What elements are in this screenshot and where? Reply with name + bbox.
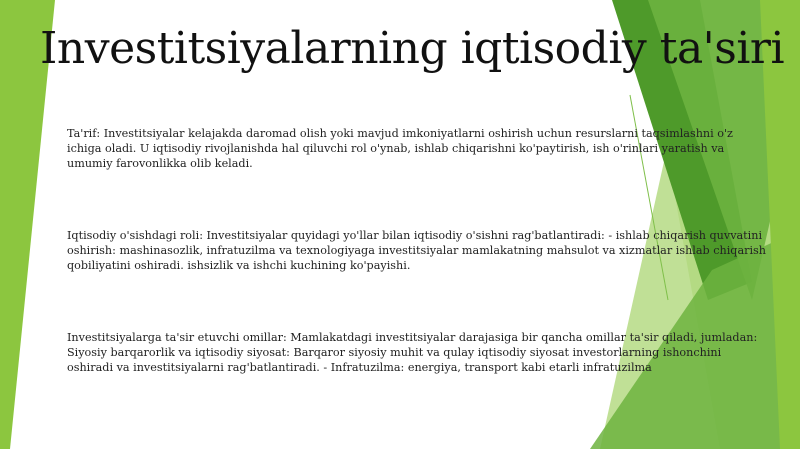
paragraph-definition: Ta'rif: Investitsiyalar kelajakda daromad olish yoki mavjud imkoniyatlarni oshirish uchun resurslarni taqsimlashni o'z ichiga oladi. U iqtisodiy rivojlanishda hal qiluvchi rol o'ynab, ishlab chiqarishni ko'paytirish, ish o'rinlari yaratish va umumiy farovonlikka olib keladi. (67, 127, 733, 170)
paragraph-economic-growth-role: Iqtisodiy o'sishdagi roli: Investitsiyalar quyidagi yo'llar bilan iqtisodiy o'sishni rag'batlantiradi: - ishlab chiqarish quvvatini oshirish: mashinasozlik, infratuzilma va texnologiyaga investitsiyalar mamlakatning mahsulot va xizmatlar ishlab chiqarish qobiliyatini oshiradi. ishsizlik va ishchi kuchining ko'payishi. (67, 229, 767, 272)
paragraph-influencing-factors: Investitsiyalarga ta'sir etuvchi omillar: Mamlakatdagi investitsiyalar darajasiga bir qancha omillar ta'sir qiladi, jumladan: Siyosiy barqarorlik va iqtisodiy siyosat: Barqaror siyosiy muhit va qulay iqtisodiy siyosat investorlarning ishonchini oshiradi va investitsiyalarni rag'batlantiradi. - Infratuzilma: energiya, transport kabi etarli infratuzilma (67, 331, 758, 374)
slide-title: Investitsiyalarning iqtisodiy ta'siri (40, 23, 785, 74)
